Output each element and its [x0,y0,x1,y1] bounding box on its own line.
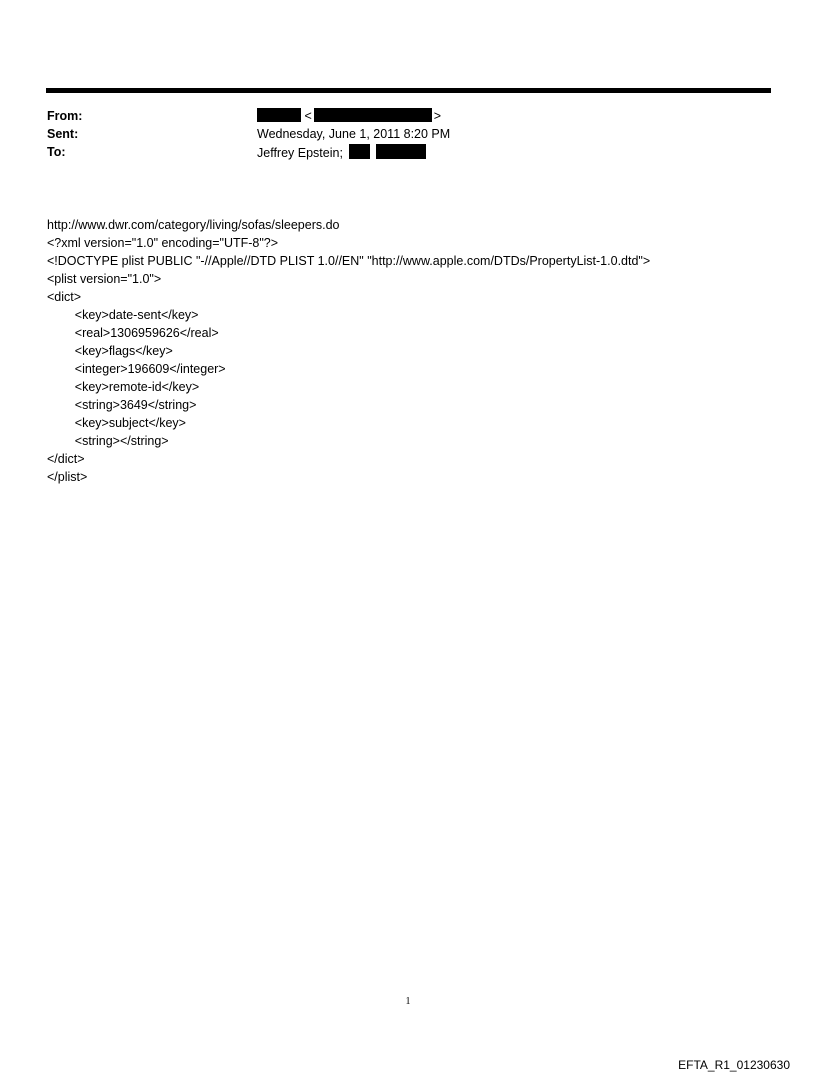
body-line: <plist version="1.0"> [47,272,162,286]
body-line: <?xml version="1.0" encoding="UTF-8"?> [47,236,279,250]
to-name: Jeffrey Epstein; [257,146,343,160]
sent-value: Wednesday, June 1, 2011 8:20 PM [257,127,451,141]
body-line: <!DOCTYPE plist PUBLIC "-//Apple//DTD PLIST 1.0//EN" "http://www.apple.com/DTDs/PropertyList-1.0.dtd"> [47,254,651,268]
redaction-block [314,108,432,122]
sent-label: Sent: [47,127,79,141]
body-line: <key>remote-id</key> [47,380,200,394]
body-line: <real>1306959626</real> [47,326,219,340]
body-line: <key>date-sent</key> [47,308,199,322]
to-value [257,144,426,161]
page-number: 1 [405,996,411,1007]
body-line: <string>3649</string> [47,398,197,412]
redaction-block [376,144,426,159]
body-line: </dict> [47,452,85,466]
body-line: http://www.dwr.com/category/living/sofas/sleepers.do [47,218,340,232]
redaction-block [257,108,301,122]
from-gt: > [433,109,442,123]
from-lt: < [304,109,312,123]
body-line: <dict> [47,290,82,304]
body-line: </plist> [47,470,88,484]
redaction-block [349,144,370,159]
from-value [257,108,441,124]
body-line: <string></string> [47,434,169,448]
body-line: <key>flags</key> [47,344,173,358]
from-label: From: [47,109,83,123]
email-body [47,198,650,504]
to-label: To: [47,145,66,159]
header-rule [46,88,771,93]
body-line: <key>subject</key> [47,416,186,430]
body-line: <integer>196609</integer> [47,362,226,376]
bates-number: EFTA_R1_01230630 [678,1058,790,1072]
